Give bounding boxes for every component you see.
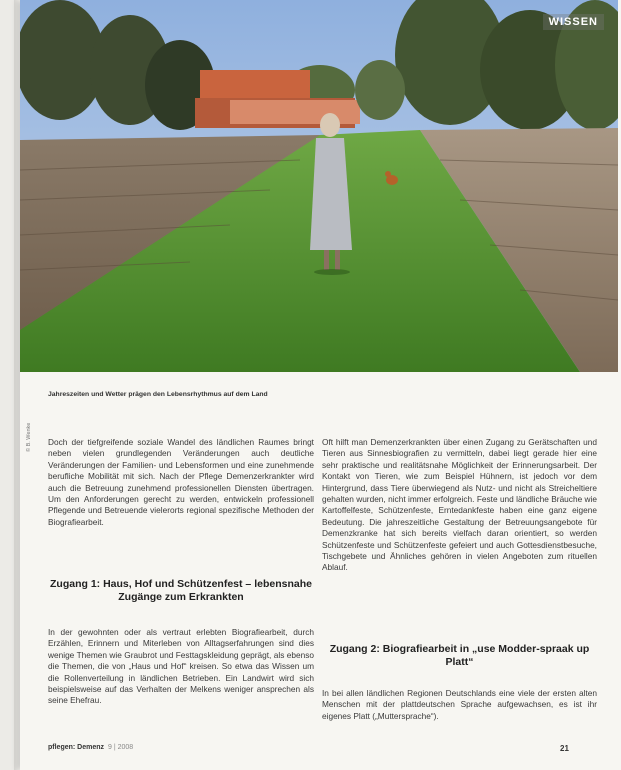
section-tag: WISSEN <box>543 14 604 30</box>
body-paragraph-1 <box>48 627 314 707</box>
photo-credit: © B. Wenke <box>26 422 32 452</box>
rural-field-photo <box>20 0 618 372</box>
magazine-name: pflegen: Demenz <box>48 744 105 751</box>
article-column-right <box>322 437 597 574</box>
body-paragraph-2 <box>322 688 597 722</box>
zugang-1-text: In der gewohnten oder als vertraut erlebten Biografiearbeit, durch Erzählen, Erinnern und Miterleben von Alltagserfahrungen sind dies wenige Themen wie Graubrot und Festtagskleidung geprägt, als ebenso die Themen, die von „Haus und Hof“ kreisen. So etwa das Wissen um die Rollenverteilung in ländlichen Betrieben. Ein Landwirt wird sich beispielsweise auf das Verhalten der Melkens weniger ansprechen als seine Ehefrau. <box>48 627 314 706</box>
article-column-left <box>48 437 314 528</box>
right-column-paragraph: Oft hilft man Demenzerkrankten über einen Zugang zu Gerätschaften und Tieren aus Sinnesbiografien zu vermitteln, dabei liegt gerade hier eine sehr praktische und realitätsnahe Möglichkeit der Erinnerungsarbeit. Der Kontakt von Tieren, wie zum Beispiel Hühnern, ist jedoch vor dem Hintergrund, dass Tiere überwiegend als Nutz- und nicht als Streicheltiere gehalten wurden, nicht immer erfolgreich. Feste und ländliche Bräuche wie Kartoffelfeste, Schützenfeste, Erntedankfeste haben eine ganz eigene Bedeutung. Die jahreszeitliche Gestaltung der Betreuungsangebote für Demenzkranke hat sich bereits vielfach daran orientiert, so werden Schützenfeste und Schützenfeste gefeiert und auch Gottesdienstbesuche, Tischgebete und Ähnliches gehören in vielen Angeboten zum rituellen Ablauf. <box>322 437 597 573</box>
footer-magazine <box>48 744 133 751</box>
zugang-2-text: In bei allen ländlichen Regionen Deutschlands eine viele der ersten alten Menschen mit der plattdeutschen Sprache aufgewachsen, es ist ihr eigenes Platt („Muttersprache“). <box>322 688 597 721</box>
subheading-zugang-2: Zugang 2: Biografiearbeit in „use Modder-spraak up Platt“ <box>329 643 590 668</box>
page-number: 21 <box>560 744 569 753</box>
intro-paragraph: Doch der tiefgreifende soziale Wandel des ländlichen Raumes bringt neben vielen grundlegenden Veränderungen auch deutliche Veränderungen der Familien- und Lebensformen und eine zunehmende berufliche Mobilität mit sich. Nach der Pflege Demenzerkrankter wird auch die Betreuung zunehmend professionellen Diensten übertragen. Um den Anforderungen gerecht zu werden, entwickeln professionell Pflegende und Betreuende vielerorts regional spezifische Methoden der Biografiearbeit. <box>48 437 314 527</box>
issue-number: 9 | 2008 <box>108 744 134 751</box>
subheading-zugang-1: Zugang 1: Haus, Hof und Schützenfest – lebensnahe Zugänge zum Erkrankten <box>50 578 312 603</box>
header-photo <box>20 0 618 372</box>
photo-caption: Jahreszeiten und Wetter prägen den Lebensrhythmus auf dem Land <box>48 391 268 398</box>
